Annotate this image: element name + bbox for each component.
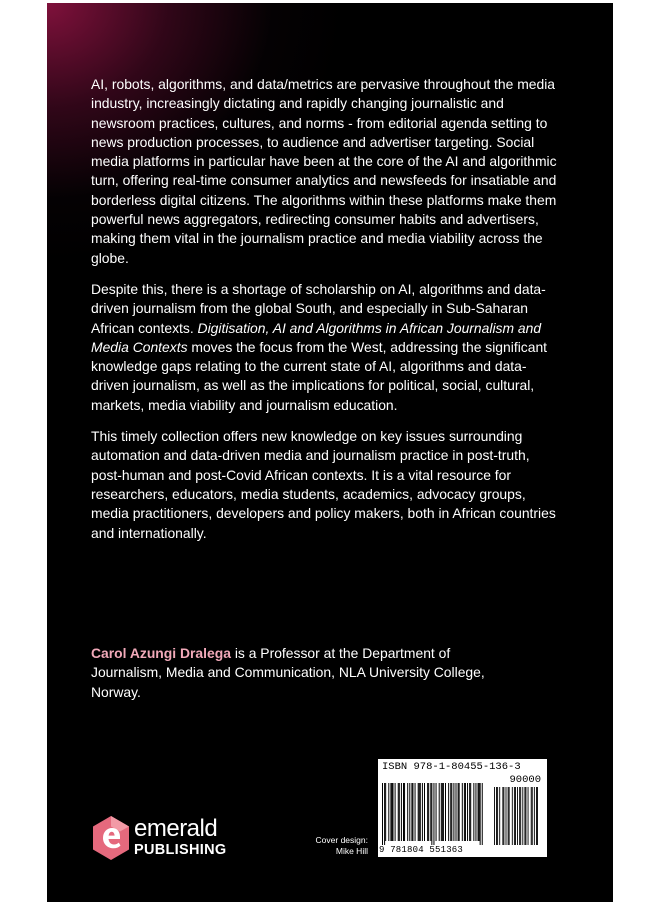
barcode-bar bbox=[393, 783, 394, 841]
barcode-addon-bar bbox=[537, 787, 538, 845]
cover-credit-label: Cover design: bbox=[315, 835, 368, 845]
publisher-name: emerald bbox=[134, 815, 218, 842]
emerald-e-logo-icon bbox=[91, 815, 131, 861]
barcode-bar bbox=[399, 783, 400, 841]
barcode-bar bbox=[391, 783, 392, 841]
barcode-bar bbox=[412, 783, 413, 841]
barcode-bar bbox=[404, 783, 405, 841]
barcode-bar bbox=[385, 783, 386, 841]
barcode-bar bbox=[407, 783, 408, 841]
barcode-bar bbox=[456, 783, 457, 841]
barcode-bar bbox=[475, 783, 476, 841]
back-cover bbox=[47, 3, 613, 902]
publisher-logo bbox=[91, 814, 231, 864]
barcode-bar bbox=[478, 783, 479, 841]
barcode-bar bbox=[390, 783, 391, 841]
barcode-bar bbox=[433, 783, 434, 845]
barcode-addon-bar bbox=[506, 787, 507, 845]
barcode-bar bbox=[442, 783, 443, 841]
barcode-bar bbox=[464, 783, 465, 841]
price-code: 90000 bbox=[509, 774, 541, 786]
barcode-bar bbox=[441, 783, 442, 841]
book-title: Digitisation, AI and Algorithms in African Journalism and Media Contexts bbox=[91, 319, 542, 355]
barcode-bar bbox=[388, 783, 389, 841]
barcode-addon-bar bbox=[497, 787, 498, 845]
barcode-bar bbox=[431, 783, 432, 845]
barcode-bar bbox=[428, 783, 429, 841]
barcode-bar bbox=[448, 783, 449, 841]
barcode-addon-bar bbox=[517, 787, 518, 845]
barcode-addon-bar bbox=[532, 787, 533, 845]
barcode-bar bbox=[480, 783, 481, 845]
publisher-tagline: PUBLISHING bbox=[134, 842, 227, 858]
barcode-bar bbox=[424, 783, 425, 841]
barcode-bar bbox=[430, 783, 431, 841]
barcode-addon-bar bbox=[503, 787, 504, 845]
barcode-bar bbox=[382, 783, 383, 845]
barcode-bar bbox=[436, 783, 437, 841]
barcode-bar bbox=[420, 783, 421, 841]
barcode-bars bbox=[382, 773, 542, 845]
barcode-addon-bar bbox=[514, 787, 515, 845]
barcode-bar bbox=[411, 783, 412, 841]
barcode-bar bbox=[453, 783, 454, 841]
barcode-bar bbox=[418, 783, 419, 841]
barcode-bar bbox=[470, 783, 471, 841]
barcode-bar bbox=[384, 783, 385, 845]
blurb-p2-intro: Despite this, there is a shortage of scholarship on AI, algorithms and data-driven journalism from the global South, and especially in Sub-Saharan African contexts. bbox=[91, 280, 546, 336]
blurb-paragraph-1: AI, robots, algorithms, and data/metrics are pervasive throughout the media industry, increasingly dictating and rapidly changing journalistic and newsroom practices, cultures, and norms - from editorial agenda setting to news production processes, to audience and advertiser targeting. Social media platforms in particular have been at the core of the AI and algorithmic turn, offering real-time consumer analytics and newsfeeds for insatiable and borderless digital citizens. The algorithms within these platforms make them powerful news aggregators, redirecting consumer habits and advertisers, making them vital in the journalism practice and media viability across the globe. bbox=[91, 76, 557, 266]
barcode-addon-bar bbox=[536, 787, 537, 845]
barcode-bar bbox=[443, 783, 444, 841]
barcode-addon-bar bbox=[534, 787, 535, 845]
barcode-bar bbox=[467, 783, 468, 841]
barcode-bar bbox=[419, 783, 420, 841]
blurb bbox=[91, 75, 561, 555]
barcode-bar bbox=[395, 783, 396, 841]
barcode-addon-bar bbox=[512, 787, 513, 845]
barcode-addon-bar bbox=[524, 787, 525, 845]
barcode-bar bbox=[401, 783, 402, 841]
barcode-bar bbox=[482, 783, 483, 845]
barcode-bar bbox=[450, 783, 451, 841]
barcode-bar bbox=[473, 783, 474, 841]
barcode-bar bbox=[445, 783, 446, 841]
barcode-bar bbox=[462, 783, 463, 841]
barcode-addon-bar bbox=[502, 787, 503, 845]
barcode-addon-bar bbox=[531, 787, 532, 845]
barcode-bar bbox=[403, 783, 404, 841]
isbn-text: ISBN 978-1-80455-136-3 bbox=[382, 761, 521, 773]
barcode-bar bbox=[458, 783, 459, 841]
barcode-bar bbox=[415, 783, 416, 841]
barcode-bar bbox=[459, 783, 460, 841]
author-name: Carol Azungi Dralega bbox=[91, 645, 231, 661]
barcode-bar bbox=[398, 783, 399, 841]
barcode-addon-bar bbox=[528, 787, 529, 845]
publisher-wordmark bbox=[134, 816, 226, 858]
barcode-bar bbox=[422, 783, 423, 841]
barcode-addon-bar bbox=[508, 787, 509, 845]
barcode-addon-bar bbox=[526, 787, 527, 845]
barcode-addon-bar bbox=[519, 787, 520, 845]
barcode-bar bbox=[427, 783, 428, 841]
barcode-addon-bar bbox=[494, 787, 495, 845]
barcode-bar bbox=[465, 783, 466, 841]
barcode-addon-bar bbox=[499, 787, 500, 845]
barcode-bar bbox=[479, 783, 480, 841]
author-bio bbox=[91, 644, 491, 702]
cover-credit bbox=[316, 835, 368, 857]
blurb-p2-rest: moves the focus from the West, addressing the significant knowledge gaps relating to the current state of AI, algorithms and data-driven journalism, as well as the implications for political, social, cultural, markets, media viability and journalism education. bbox=[91, 338, 548, 413]
author-description: is a Professor at the Department of Journalism, Media and Communication, NLA University College, Norway. bbox=[91, 645, 485, 700]
barcode-addon-bar bbox=[509, 787, 510, 845]
barcode-addon-bar bbox=[522, 787, 523, 845]
barcode-addon-bar bbox=[515, 787, 516, 845]
barcode-addon-bar bbox=[496, 787, 497, 845]
barcode-bar bbox=[451, 783, 452, 841]
barcode-bar bbox=[409, 783, 410, 841]
barcode-bar bbox=[469, 783, 470, 841]
barcode-addon-bar bbox=[520, 787, 521, 845]
isbn-barcode bbox=[378, 759, 547, 857]
barcode-bar bbox=[439, 783, 440, 841]
ean-digits: 9 781804 551363 bbox=[379, 845, 464, 855]
blurb-paragraph-3: This timely collection offers new knowledge on key issues surrounding automation and data-driven media and journalism practice in post-truth, post-human and post-Covid African contexts. It is a vital resource for researchers, educators, media students, academics, advocacy groups, media practitioners, developers and policy makers, both in African countries and internationally. bbox=[91, 428, 556, 541]
blurb-paragraph-2 bbox=[91, 280, 561, 415]
cover-credit-designer: Mike Hill bbox=[335, 846, 368, 856]
